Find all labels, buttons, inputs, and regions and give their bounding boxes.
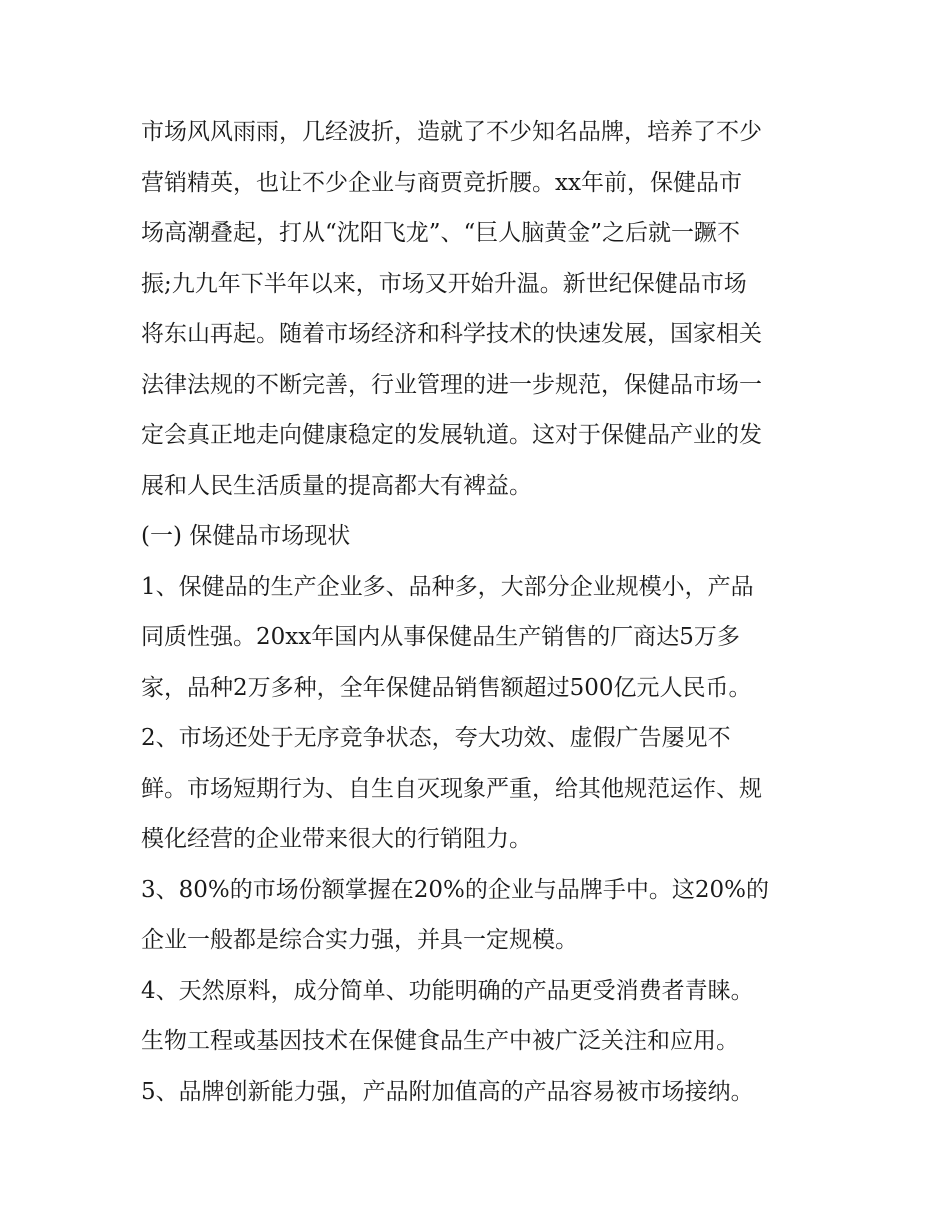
text-line: 4、天然原料，成分简单、功能明确的产品更受消费者青睐。 <box>141 977 754 1004</box>
text-line: 2、市场还处于无序竞争状态，夸大功效、虚假广告屡见不 <box>141 725 731 751</box>
section-heading: (一) 保健品市场现状 <box>141 523 351 549</box>
text-line: 1、保健品的生产企业多、品种多，大部分企业规模小，产品 <box>141 573 754 600</box>
text-line: 同质性强。20xx年国内从事保健品生产销售的厂商达5万多 <box>141 624 740 650</box>
text-line: 振;九九年下半年以来，市场又开始升温。新世纪保健品市场 <box>141 270 747 297</box>
text-line: 模化经营的企业带来很大的行销阻力。 <box>141 826 532 852</box>
text-line: 将东山再起。随着市场经济和科学技术的快速发展，国家相关 <box>141 321 762 347</box>
text-line: 企业一般都是综合实力强，并具一定规模。 <box>141 927 578 953</box>
text-line: 3、80%的市场份额掌握在20%的企业与品牌手中。这20%的 <box>141 876 769 903</box>
text-line: 营销精英，也让不少企业与商贾竞折腰。xx年前，保健品市 <box>141 169 742 196</box>
text-line: 市场风风雨雨，几经波折，造就了不少知名品牌，培养了不少 <box>141 119 762 145</box>
text-line: 鲜。市场短期行为、自生自灭现象严重，给其他规范运作、规 <box>141 775 762 802</box>
text-line: 定会真正地走向健康稳定的发展轨道。这对于保健品产业的发 <box>141 422 762 448</box>
text-line: 5、品牌创新能力强，产品附加值高的产品容易被市场接纳。 <box>141 1078 754 1105</box>
text-line: 场高潮叠起，打从“沈阳飞龙”、“巨人脑黄金”之后就一蹶不 <box>141 220 741 246</box>
text-line: 家，品种2万多种，全年保健品销售额超过500亿元人民币。 <box>141 674 752 701</box>
text-line: 生物工程或基因技术在保健食品生产中被广泛关注和应用。 <box>141 1028 739 1054</box>
body-text <box>141 107 821 1117</box>
text-line: 法律法规的不断完善，行业管理的进一步规范，保健品市场一 <box>141 371 762 398</box>
text-line: 展和人民生活质量的提高都大有裨益。 <box>141 472 532 499</box>
